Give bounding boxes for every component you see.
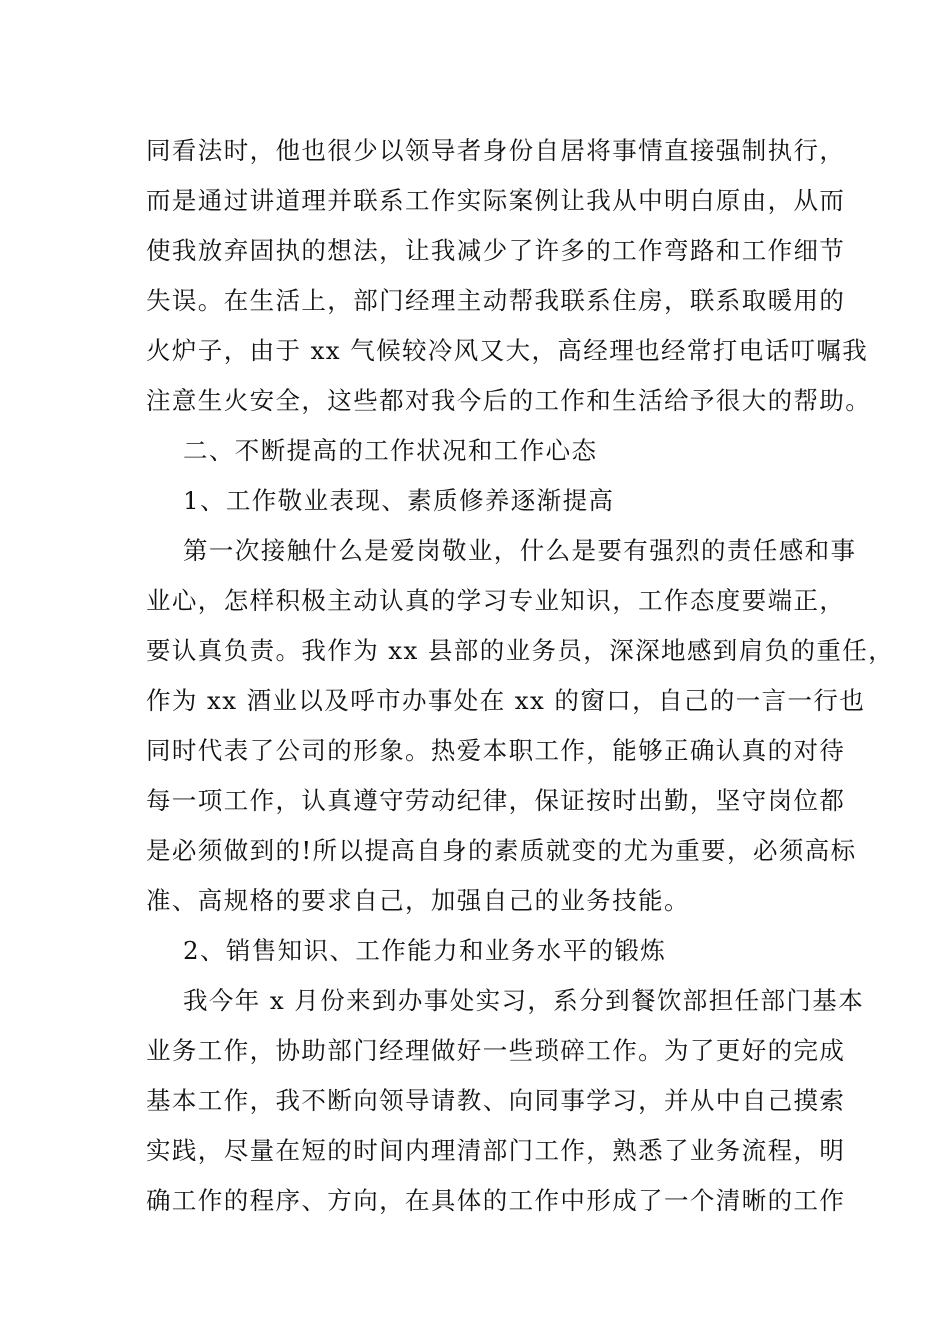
subsection-heading: 2、销售知识、工作能力和业务水平的锻炼 <box>183 936 667 965</box>
text-line: 同看法时，他也很少以领导者身份自居将事情直接强制执行， <box>146 136 846 165</box>
text-line: 火炉子，由于 xx 气候较冷风又大，高经理也经常打电话叮嘱我 <box>146 336 869 365</box>
text-line: 同时代表了公司的形象。热爱本职工作，能够正确认真的对待 <box>146 736 846 765</box>
subsection-heading: 1、工作敬业表现、素质修养逐渐提高 <box>183 486 615 515</box>
text-line: 第一次接触什么是爱岗敬业，什么是要有强烈的责任感和事 <box>183 536 857 565</box>
text-line: 实践，尽量在短的时间内理清部门工作，熟悉了业务流程，明 <box>146 1136 846 1165</box>
text-line: 我今年 x 月份来到办事处实习，系分到餐饮部担任部门基本 <box>183 986 865 1015</box>
text-line: 注意生火安全，这些都对我今后的工作和生活给予很大的帮助。 <box>146 386 872 415</box>
text-line: 失误。在生活上，部门经理主动帮我联系住房，联系取暖用的 <box>146 286 846 315</box>
text-line: 业心，怎样积极主动认真的学习专业知识，工作态度要端正， <box>146 586 846 615</box>
text-line: 每一项工作，认真遵守劳动纪律，保证按时出勤，坚守岗位都 <box>146 786 846 815</box>
text-line: 业务工作，协助部门经理做好一些琐碎工作。为了更好的完成 <box>146 1036 846 1065</box>
text-line: 而是通过讲道理并联系工作实际案例让我从中明白原由，从而 <box>146 186 846 215</box>
text-line: 准、高规格的要求自己，加强自己的业务技能。 <box>146 886 690 915</box>
text-line: 确工作的程序、方向，在具体的工作中形成了一个清晰的工作 <box>146 1186 846 1215</box>
text-line: 要认真负责。我作为 xx 县部的业务员，深深地感到肩负的重任， <box>146 636 895 665</box>
section-heading: 二、不断提高的工作状况和工作心态 <box>183 436 598 465</box>
text-line: 基本工作，我不断向领导请教、向同事学习，并从中自己摸索 <box>146 1086 846 1115</box>
text-line: 是必须做到的!所以提高自身的素质就变的尤为重要，必须高标 <box>146 836 857 865</box>
text-line: 作为 xx 酒业以及呼市办事处在 xx 的窗口，自己的一言一行也 <box>146 686 866 715</box>
text-line: 使我放弃固执的想法，让我减少了许多的工作弯路和工作细节 <box>146 236 846 265</box>
